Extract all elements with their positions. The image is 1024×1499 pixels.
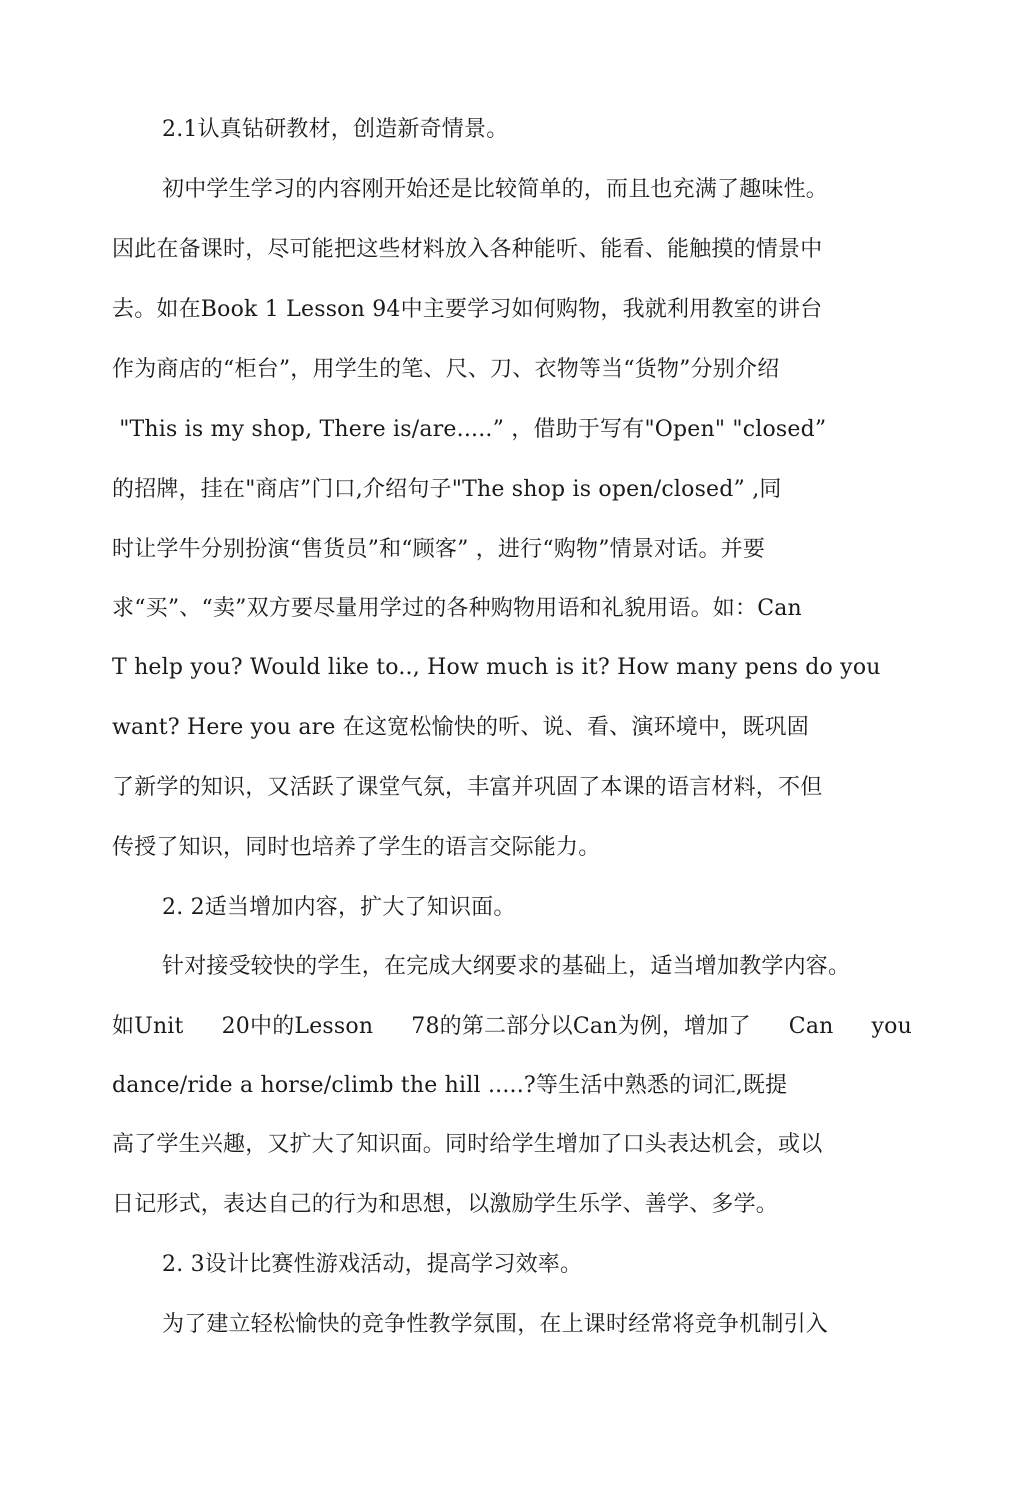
paragraph-line: 针对接受较快的学生，在完成大纲要求的基础上，适当增加教学内容。 (162, 954, 851, 979)
justified-word: Can (788, 1014, 834, 1039)
paragraph-line: 时让学牛分别扮演“售货员”和“顾客” ，进行“购物”情景对话。并要 (112, 537, 766, 562)
paragraph-line: 初中学生学习的内容刚开始还是比较简单的，而且也充满了趣味性。 (162, 177, 829, 202)
section-heading-2-2: 2. 2适当增加内容，扩大了知识面。 (162, 895, 516, 920)
paragraph-line: 日记形式，表达自己的行为和思想，以激励学生乐学、善学、多学。 (112, 1192, 779, 1217)
justified-paragraph-line (112, 1011, 912, 1043)
paragraph-line: "This is my shop, There is/are.....” ，借助于写有"Open" "closed” (112, 417, 827, 442)
justified-word: you (871, 1014, 912, 1039)
paragraph-line: 为了建立轻松愉快的竞争性教学氛围，在上课时经常将竞争机制引入 (162, 1312, 829, 1337)
section-heading-2-1: 2.1认真钻研教材，创造新奇情景。 (162, 117, 509, 142)
justified-word: 20中的Lesson (221, 1014, 374, 1039)
justified-word: 如Unit (112, 1014, 184, 1039)
paragraph-line: 作为商店的“柜台”，用学生的笔、尺、刀、衣物等当“货物”分别介绍 (112, 357, 780, 382)
paragraph-line: 求“买”、“卖”双方要尽量用学过的各种购物用语和礼貌用语。如：Can (112, 596, 802, 621)
paragraph-line: 了新学的知识，又活跃了课堂气氛，丰富并巩固了本课的语言材料，不但 (112, 775, 823, 800)
paragraph-line: 去。如在Book 1 Lesson 94中主要学习如何购物，我就利用教室的讲台 (112, 297, 823, 322)
paragraph-line: 的招牌，挂在"商店”门口,介绍句子"The shop is open/closed” ,同 (112, 477, 782, 502)
paragraph-line: 因此在备课时，尽可能把这些材料放入各种能听、能看、能触摸的情景中 (112, 237, 823, 262)
justified-word: 78的第二部分以Can为例，增加了 (411, 1014, 751, 1039)
paragraph-line: want? Here you are 在这宽松愉快的听、说、看、演环境中，既巩固 (112, 715, 809, 740)
paragraph-line: dance/ride a horse/climb the hill .....?等生活中熟悉的词汇,既提 (112, 1073, 788, 1098)
section-heading-2-3: 2. 3设计比赛性游戏活动，提高学习效率。 (162, 1252, 583, 1277)
paragraph-line: 高了学生兴趣，又扩大了知识面。同时给学生增加了口头表达机会，或以 (112, 1132, 823, 1157)
paragraph-line: T help you? Would like to.., How much is it? How many pens do you (112, 655, 881, 680)
paragraph-line: 传授了知识，同时也培养了学生的语言交际能力。 (112, 835, 601, 860)
